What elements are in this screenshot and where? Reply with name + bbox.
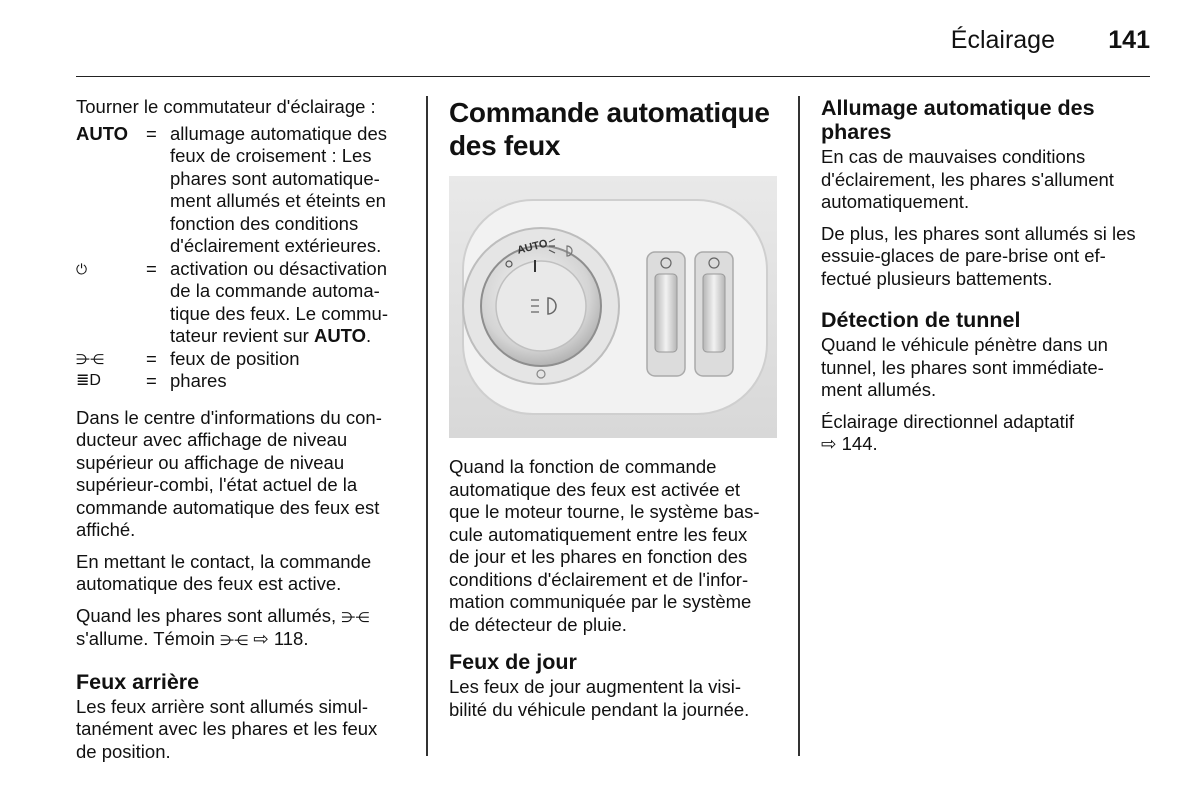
knob-auto-label: AUTO xyxy=(515,237,549,257)
paragraph: Quand les phares sont allumés, ⋺⋲ s'allume. Témoin ⋺⋲ ⇨ 118. xyxy=(76,604,370,649)
auto-key: AUTO xyxy=(76,122,129,144)
power-icon: ⏻ xyxy=(76,260,88,277)
column-divider-1 xyxy=(426,96,428,756)
page-reference: ⇨ 118. xyxy=(248,628,309,649)
paragraph: En cas de mauvaises conditions d'éclairement, les phares s'allument automatiquement. xyxy=(821,146,1114,212)
paragraph: Les feux arrière sont allumés simul- tanément avec les phares et les feux de position. xyxy=(76,695,378,762)
column-2 xyxy=(449,96,784,730)
section-heading: Allumage automatique des phares xyxy=(821,96,1095,144)
equals-sign: = xyxy=(146,347,157,369)
section-heading: Feux de jour xyxy=(449,650,577,674)
headlights-icon: ≣D xyxy=(76,372,101,389)
paragraph: Dans le centre d'informations du con- ducteur avec affichage de niveau supérieur ou affichage de niveau supérieur-combi, l'état actuel de la commande automatique des feux est affiché. xyxy=(76,406,382,540)
paragraph: Quand la fonction de commande automatique des feux est activée et que le moteur tourne, le système bas- cule automatiquement entre les feux de jour et les phares en fonction des conditions d'éclairement et de l'infor- mation communiquée par le système de détecteur de pluie. xyxy=(449,456,760,635)
definition-text: phares xyxy=(170,370,227,391)
equals-sign: = xyxy=(146,370,157,391)
definition-position-lights xyxy=(76,348,412,371)
position-lights-icon: ⋺⋲ xyxy=(220,632,249,648)
header-divider xyxy=(76,76,1150,77)
position-lights-icon: ⋺⋲ xyxy=(341,608,370,625)
page-number: 141 xyxy=(1108,26,1150,54)
section-heading: Feux arrière xyxy=(76,669,200,694)
paragraph: De plus, les phares sont allumés si les essuie-glaces de pare-brise ont ef- fectué plusieurs battements. xyxy=(821,222,1136,289)
equals-sign: = xyxy=(146,257,157,279)
page-section-title: Éclairage xyxy=(950,26,1055,54)
paragraph: Éclairage directionnel adaptatif ⇨ 144. xyxy=(821,410,1074,454)
definition-text: activation ou désactivation de la commande automa- tique des feux. Le commu- tateur revient sur AUTO. xyxy=(170,257,388,346)
column-1 xyxy=(76,96,412,772)
intro-text: Tourner le commutateur d'éclairage : xyxy=(76,96,376,117)
paragraph: Les feux de jour augmentent la visi- bilité du véhicule pendant la journée. xyxy=(449,676,750,720)
definition-power xyxy=(76,258,412,348)
column-divider-2 xyxy=(798,96,800,756)
column-3 xyxy=(821,96,1155,465)
position-lights-icon: ⋺⋲ xyxy=(76,350,104,367)
definition-text: feux de position xyxy=(170,347,300,369)
paragraph: Quand le véhicule pénètre dans un tunnel, les phares sont immédiate- ment allumés. xyxy=(821,334,1108,400)
definition-headlights xyxy=(76,370,412,393)
equals-sign: = xyxy=(146,122,157,144)
main-heading: Commande automatique des feux xyxy=(449,97,770,161)
definition-auto xyxy=(76,123,412,258)
light-switch-photo xyxy=(449,176,777,438)
paragraph: En mettant le contact, la commande automatique des feux est active. xyxy=(76,550,372,594)
section-heading: Détection de tunnel xyxy=(821,308,1021,332)
page-reference: ⇨ 144. xyxy=(821,433,878,454)
definition-text: allumage automatique des feux de croisement : Les phares sont automatique- ment allumés et éteints en fonction des conditions d'éclairement extérieures. xyxy=(170,122,388,256)
